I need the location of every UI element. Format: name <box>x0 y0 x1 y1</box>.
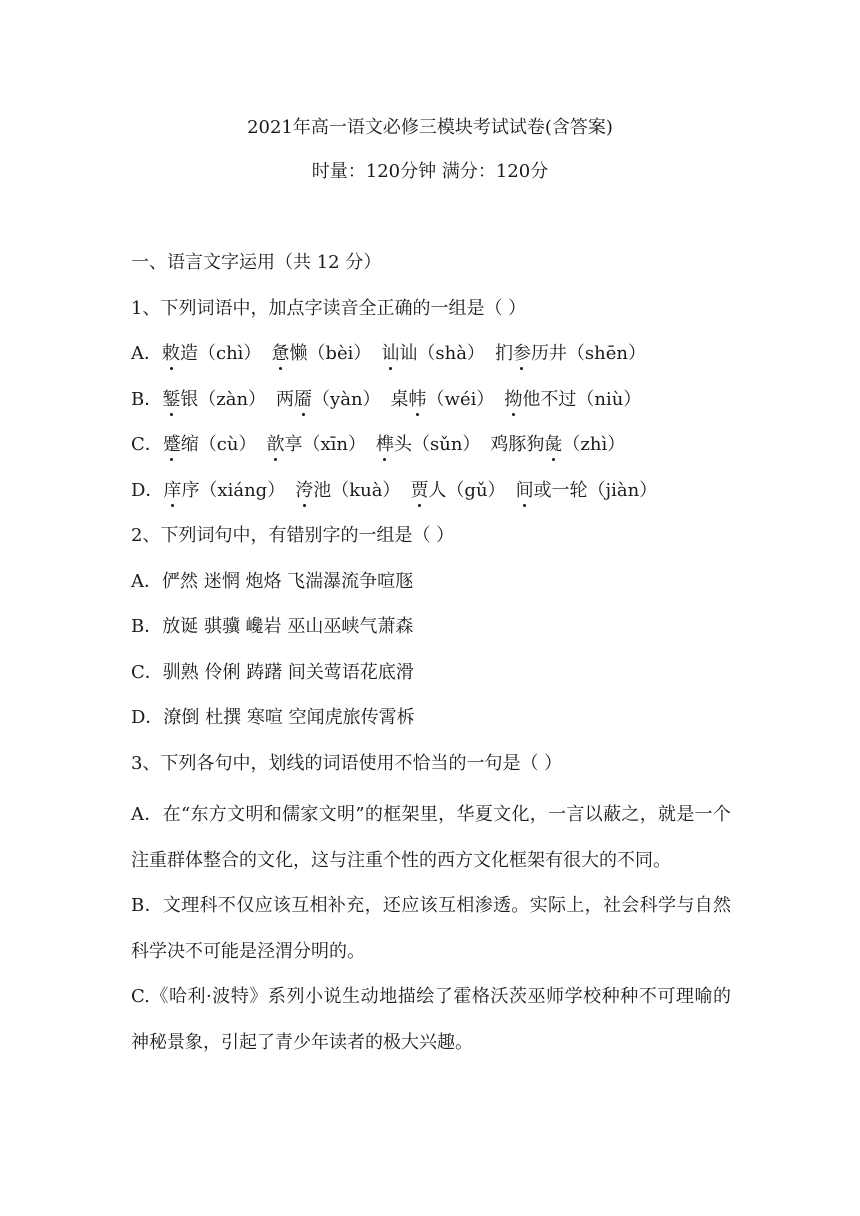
dotted-char: 间 <box>515 479 534 501</box>
question-1-option-c <box>131 428 731 474</box>
option-term: 鸡豚狗彘（zhì） <box>490 434 626 455</box>
question-1-option-d <box>131 474 731 520</box>
question-2-option-b: B．放诞 骐骥 巉岩 巫山巫峡气萧森 <box>131 616 414 637</box>
dotted-char: 彘 <box>544 434 563 455</box>
option-label: D． <box>131 479 164 501</box>
dotted-char: 洿 <box>295 479 314 501</box>
question-2-stem: 2、下列词句中，有错别字的一组是（ ） <box>131 525 455 546</box>
option-term: 贾人（gǔ） <box>410 479 506 501</box>
option-term: 榫头（sǔn） <box>375 434 481 455</box>
option-label: C． <box>131 434 163 455</box>
option-term: 歆享（xīn） <box>266 434 366 455</box>
dotted-char: 拗 <box>504 388 523 410</box>
option-term: 桌帏（wéi） <box>390 388 495 410</box>
option-term: 扪参历井（shēn） <box>494 343 647 364</box>
dotted-char: 讪 <box>381 343 400 364</box>
option-term: 庠序（xiáng） <box>163 479 286 501</box>
question-3-option-c: C.《哈利·波特》系列小说生动地描绘了霍格沃茨巫师学校种种不可理喻的神秘景象，引起了青少年读者的极大兴趣。 <box>131 986 731 1053</box>
question-2-option-a: A．俨然 迷惘 炮烙 飞湍瀑流争喧豗 <box>131 570 414 592</box>
exam-subtitle: 时量：120分钟 满分：120分 <box>311 161 549 182</box>
option-term: 錾银（zàn） <box>162 388 267 410</box>
dotted-char: 庠 <box>163 479 182 501</box>
option-term: 敕造（chì） <box>162 343 262 364</box>
dotted-char: 榫 <box>375 434 394 455</box>
dotted-char: 贾 <box>410 479 429 501</box>
option-term: 两靥（yàn） <box>276 388 381 410</box>
dotted-char: 靥 <box>294 388 313 410</box>
question-1-stem: 1、下列词语中，加点字读音全正确的一组是（ ） <box>131 297 527 319</box>
question-2-option-d: D．潦倒 杜撰 寒喧 空闻虎旅传霄柝 <box>131 707 415 728</box>
section-heading: 一、语言文字运用（共 12 分） <box>131 252 382 273</box>
option-term: 讪讪（shà） <box>381 343 485 364</box>
dotted-char: 敕 <box>162 343 180 364</box>
question-3-option-a: A．在“东方文明和儒家文明”的框架里，华夏文化，一言以蔽之，就是一个注重群体整合的文化，这与注重个性的西方文化框架有很大的不同。 <box>131 804 731 871</box>
dotted-char: 錾 <box>162 388 181 410</box>
option-label: A． <box>131 343 162 364</box>
question-3-stem: 3、下列各句中，划线的词语使用不恰当的一句是（ ） <box>131 752 563 774</box>
dotted-char: 帏 <box>408 388 427 410</box>
question-1-option-b <box>131 383 731 429</box>
option-term: 蹙缩（cù） <box>162 434 257 455</box>
exam-content <box>131 246 731 1065</box>
question-1-option-a <box>131 337 731 383</box>
dotted-char: 蹙 <box>162 434 181 455</box>
question-3-option-b: B．文理科不仅应该互相补充，还应该互相渗透。实际上，社会科学与自然科学决不可能是泾渭分明的。 <box>131 895 731 962</box>
option-term: 间或一轮（jiàn） <box>515 479 658 501</box>
dotted-char: 歆 <box>266 434 285 455</box>
dotted-char: 惫 <box>271 343 290 364</box>
question-2-option-c: C．驯熟 伶俐 踌躇 间关莺语花底滑 <box>131 661 414 683</box>
option-term: 拗他不过（niù） <box>504 388 642 410</box>
option-term: 惫懒（bèi） <box>271 343 372 364</box>
exam-title: 2021年高一语文必修三模块考试试卷(含答案) <box>247 117 613 138</box>
option-term: 洿池（kuà） <box>295 479 401 501</box>
dotted-char: 参 <box>512 343 531 364</box>
option-label: B． <box>131 388 163 410</box>
